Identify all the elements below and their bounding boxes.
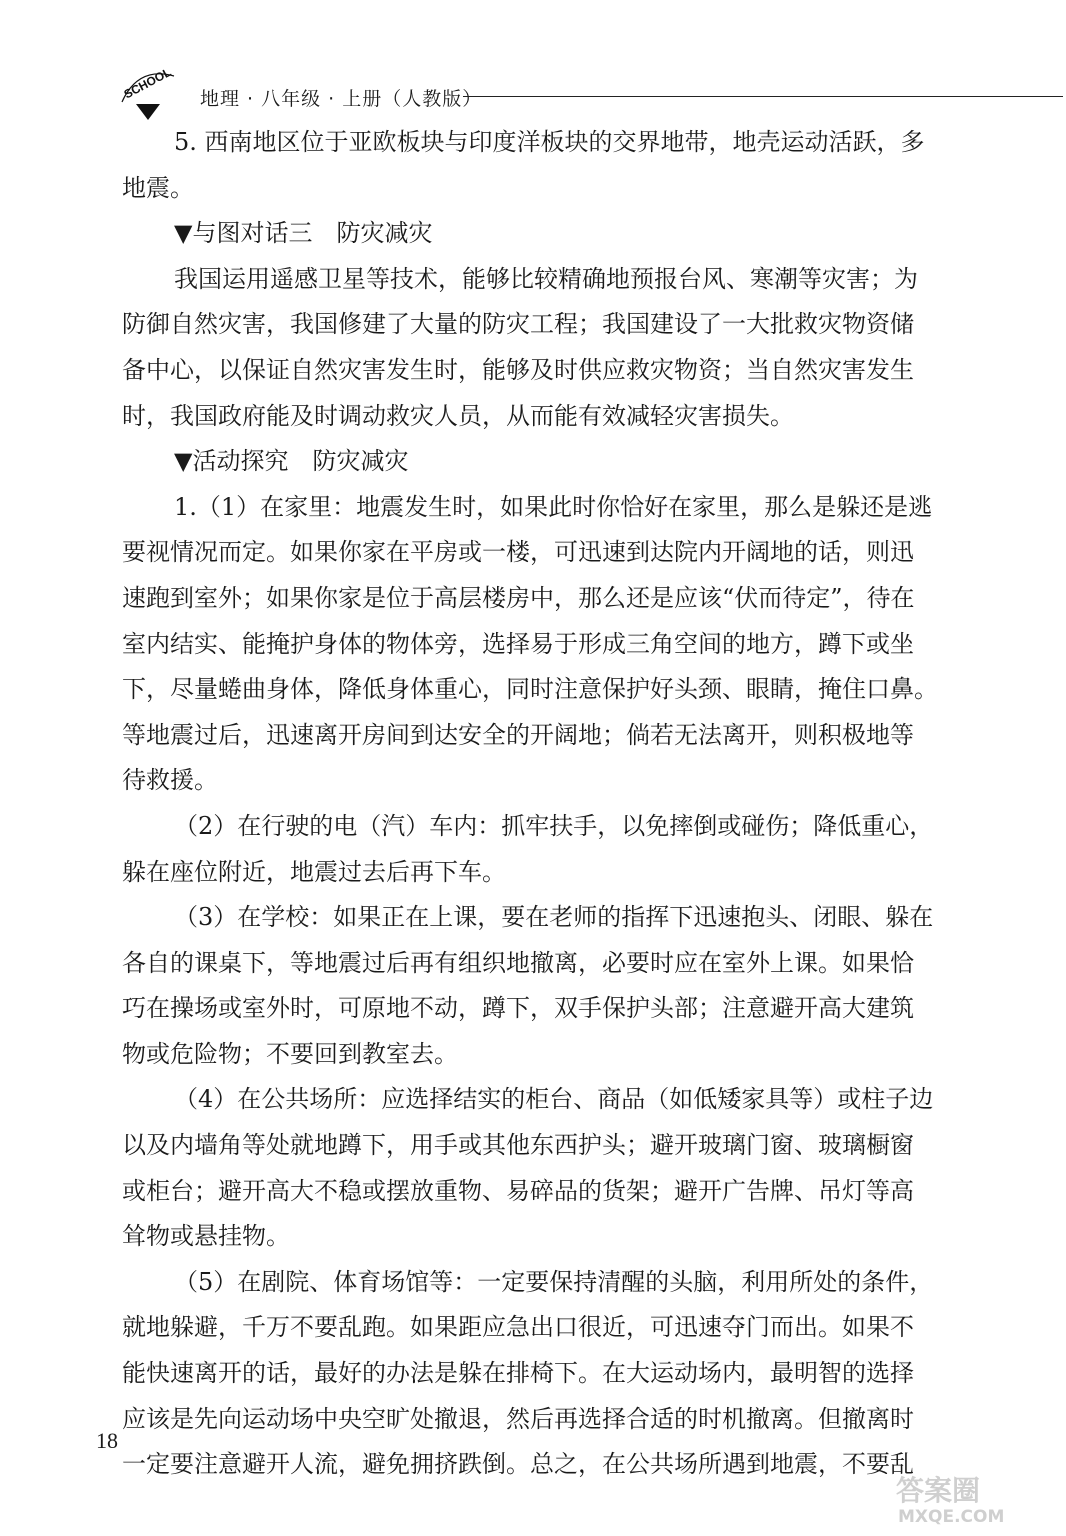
text-line: 速跑到室外；如果你家是位于高层楼房中，那么还是应该“伏而待定”，待在 [122,583,915,612]
page-body [122,120,984,1488]
watermark-text: 答案圈 [896,1474,981,1507]
text-line: 防御自然灾害，我国修建了大量的防灾工程；我国建设了一大批救灾物资储 [122,310,914,339]
text-line: 1.（1）在家里：地震发生时，如果此时你恰好在家里，那么是躲还是逃 [174,492,933,521]
text-line: ▼活动探究 防灾减灾 [174,447,409,476]
text-line: 能快速离开的话，最好的办法是躲在排椅下。在大运动场内，最明智的选择 [122,1359,914,1388]
text-line: 或柜台；避开高大不稳或摆放重物、易碎品的货架；避开广告牌、吊灯等高 [122,1176,914,1205]
logo-text: SCHOOL [121,64,174,102]
text-line: 应该是先向运动场中央空旷处撤退，然后再选择合适的时机撤离。但撤离时 [122,1404,914,1433]
text-line: 等地震过后，迅速离开房间到达安全的开阔地；倘若无法离开，则积极地等 [122,720,914,749]
text-line: （5）在剧院、体育场馆等：一定要保持清醒的头脑，利用所处的条件， [174,1267,934,1296]
text-line: 下，尽量蜷曲身体，降低身体重心，同时注意保护好头颈、眼睛，掩住口鼻。 [122,675,938,704]
text-line: 要视情况而定。如果你家在平房或一楼，可迅速到达院内开阔地的话，则迅 [122,538,914,567]
text-line: （2）在行驶的电（汽）车内：抓牢扶手，以免摔倒或碰伤；降低重心， [174,811,934,840]
text-line: 躲在座位附近，地震过去后再下车。 [122,857,506,886]
text-line: 室内结实、能掩护身体的物体旁，选择易于形成三角空间的地方，蹲下或坐 [122,629,914,658]
text-line: 就地躲避，千万不要乱跑。如果距应急出口很近，可迅速夺门而出。如果不 [122,1313,914,1342]
page-header [108,62,958,122]
text-line: 地震。 [122,173,194,202]
text-line: （3）在学校：如果正在上课，要在老师的指挥下迅速抱头、闭眼、躲在 [174,903,934,932]
watermark-logo [888,1470,1038,1526]
header-divider [463,96,1063,97]
watermark-url: MXQE.COM [898,1507,1005,1526]
text-line: 备中心，以保证自然灾害发生时，能够及时供应救灾物资；当自然灾害发生 [122,355,914,384]
text-line: 一定要注意避开人流，避免拥挤跌倒。总之，在公共场所遇到地震，不要乱 [122,1450,914,1479]
page-number: 18 [96,1428,118,1453]
text-line: 待救援。 [122,766,218,795]
text-line: 各自的课桌下，等地震过后再有组织地撤离，必要时应在室外上课。如果恰 [122,948,914,977]
text-line: 耸物或悬挂物。 [122,1222,290,1251]
header-title: 地理 · 八年级 · 上册（人教版） [200,88,483,110]
school-logo-icon [108,62,186,122]
text-line: 以及内墙角等处就地蹲下，用手或其他东西护头；避开玻璃门窗、玻璃橱窗 [122,1131,914,1160]
text-line: ▼与图对话三 防灾减灾 [174,219,433,248]
text-line: 5. 西南地区位于亚欧板块与印度洋板块的交界地带，地壳运动活跃，多 [174,128,925,156]
text-line: 时，我国政府能及时调动救灾人员，从而能有效减轻灾害损失。 [122,401,794,430]
text-line: 物或危险物；不要回到教室去。 [122,1039,458,1068]
text-line: 我国运用遥感卫星等技术，能够比较精确地预报台风、寒潮等灾害；为 [174,264,918,293]
text-line: （4）在公共场所：应选择结实的柜台、商品（如低矮家具等）或柱子边 [174,1085,934,1114]
text-line: 巧在操场或室外时，可原地不动，蹲下，双手保护头部；注意避开高大建筑 [122,994,914,1023]
